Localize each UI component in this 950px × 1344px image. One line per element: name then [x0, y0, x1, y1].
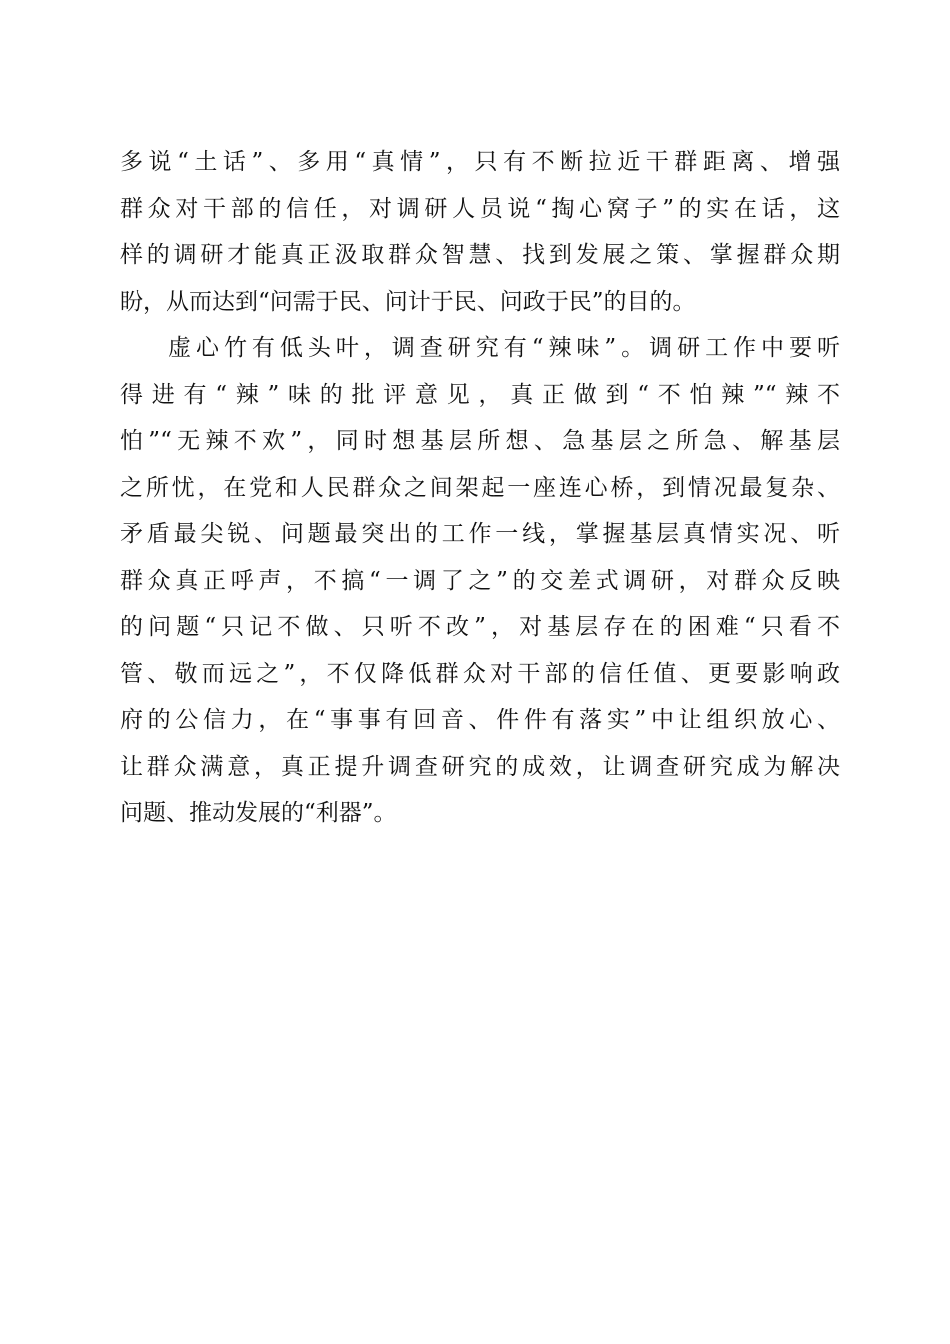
text-line: 群众真正呼声，不搞“一调了之”的交差式调研，对群众反映 [120, 567, 840, 594]
paragraph-2 [120, 325, 840, 837]
text-line: 的问题“只记不做、只听不改”，对基层存在的困难“只看不 [120, 614, 840, 640]
paragraph-1 [120, 139, 840, 325]
text-line: 多说“土话”、多用“真情”，只有不断拉近干群距离、增强 [120, 149, 840, 175]
text-line: 盼，从而达到“问需于民、问计于民、问政于民”的目的。 [120, 288, 696, 315]
text-line: 怕”“无辣不欢”，同时想基层所想、急基层之所急、解基层 [120, 428, 840, 454]
text-line: 管、敬而远之”，不仅降低群众对干部的信任值、更要影响政 [120, 660, 840, 687]
text-line: 之所忧，在党和人民群众之间架起一座连心桥，到情况最复杂、 [120, 474, 840, 501]
text-line: 府的公信力，在“事事有回音、件件有落实”中让组织放心、 [120, 707, 840, 733]
text-line: 样的调研才能真正汲取群众智慧、找到发展之策、掌握群众期 [120, 242, 840, 268]
text-line: 矛盾最尖锐、问题最突出的工作一线，掌握基层真情实况、听 [120, 521, 840, 547]
text-line: 问题、推动发展的“利器”。 [120, 800, 397, 826]
text-line: 群众对干部的信任，对调研人员说“掏心窝子”的实在话，这 [120, 195, 840, 222]
text-line: 得进有“辣”味的批评意见，真正做到“不怕辣”“辣不 [120, 381, 840, 408]
text-line: 虚心竹有低头叶，调查研究有“辣味”。调研工作中要听 [168, 335, 840, 361]
text-line: 让群众满意，真正提升调查研究的成效，让调查研究成为解决 [120, 753, 840, 780]
body-text [120, 139, 840, 837]
